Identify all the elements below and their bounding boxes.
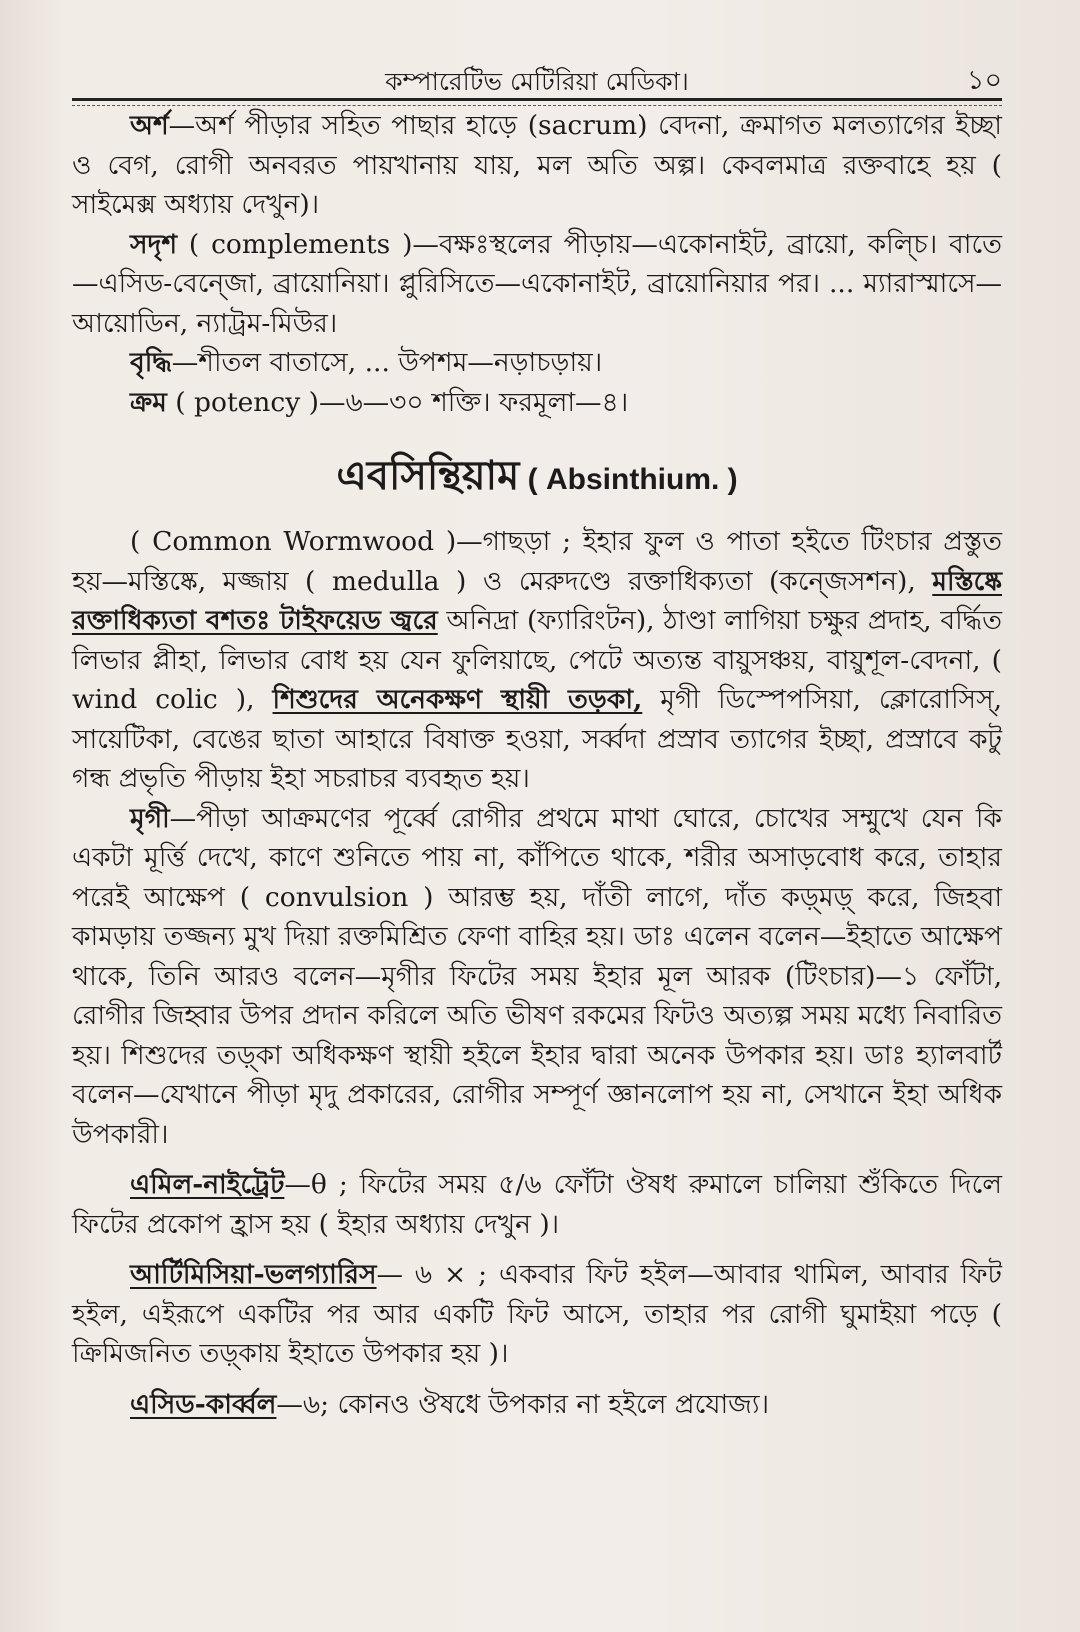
term-carbol: এসিড-কার্ব্বল [130,1388,277,1420]
text-mrigi: —পীড়া আক্রমণের পূর্ব্বে রোগীর প্রথমে মাথা ঘোরে, চোখের সম্মুখে যেন কি একটা মূর্ত্তি দেখে, কাণে শুনিতে পায় না, কাঁপিতে থাকে, শরীর অসাড়বোধ করে, তাহার পরেই আক্ষেপ ( convulsion ) আরম্ভ হয়, দাঁতী লাগে, দাঁত কড়্মড়্ করে, জিহবা কামড়ায় তজ্জন্য মুখ দিয়া রক্তমিশ্রিত ফেণা বাহির হয়। ডাঃ এলেন বলেন—ইহাতে আক্ষেপ থাকে, তিনি আরও বলেন—মৃগীর ফিটের সময় ইহার মূল আরক (টিংচার)—১ ফোঁটা, রোগীর জিহ্বার উপর প্রদান করিলে অতি ভীষণ রকমের ফিটও অত্যল্প সময় মধ্যে নিবারিত হয়। শিশুদের তড়্কা অধিকক্ষণ স্থায়ী হইলে ইহার দ্বারা অনেক উপকার হয়। ডাঃ হ্যালবার্ট বলেন—যেখানে পীড়া মৃদু প্রকারের, রোগীর সম্পূর্ণ জ্ঞানলোপ হয় না, সেখানে ইহা অধিক উপকারী। [72,802,1002,1150]
term-krom: ক্রম [130,386,167,418]
term-arsha: অর্শ [130,110,169,141]
text-amyl: —θ ; ফিটের সময় ৫/৬ ফোঁটা ঔষধ রুমালে চালিয়া শুঁকিতে দিলে ফিটের প্রকোপ হ্রাস হয় ( ইহার অধ্যায় দেখুন )। [72,1169,1002,1240]
page-number: ১০ [966,65,1002,96]
paragraph-briddhi [72,343,1002,383]
paragraph-amyl [72,1165,1002,1244]
term-sadrish: সদৃশ [130,228,178,260]
term-amyl: এমিল-নাইট্রেট [130,1169,285,1200]
text-artemisia: — ৬ × ; একবার ফিট হইল—আবার থামিল, আবার ফিট হইল, এইরূপে একটির পর আর একটি ফিট আসে, তাহার পর রোগী ঘুমাইয়া পড়ে ( ক্রিমিজনিত তড়্কায় ইহাতে উপকার হয় )। [72,1259,1002,1369]
heading-latin: ( Absinthium. ) [519,463,738,496]
paragraph-krom [72,383,1002,423]
intro-underlined-2: শিশুদের অনেকক্ষণ স্থায়ী তড়কা, [272,684,643,715]
running-header [72,52,1002,96]
text-briddhi: —শীতল বাতাসে, ... উপশম—নড়াচড়ায়। [171,347,603,378]
text-arsha: —অর্শ পীড়ার সহিত পাছার হাড়ে (sacrum) বেদনা, ক্রমাগত মলত্যাগের ইচ্ছা ও বেগ, রোগী অনবরত পায়খানায় যায়, মল অতি অল্প। কেবলমাত্র রক্তবাহে হয় ( সাইমেক্স অধ্যায় দেখুন)। [72,110,1002,220]
term-artemisia: আর্টিমিসিয়া-ভলগ্যারিস [130,1259,377,1290]
paragraph-mrigi [72,799,1002,1155]
spacer [72,1244,1002,1255]
paragraph-sadrish [72,225,1002,344]
text-krom: ( potency )—৬—৩০ শক্তি। ফরমূলা—৪। [166,386,629,418]
intro-text-b: অনিদ্রা (ফ্যারিংটন), ঠাণ্ডা লাগিয়া চক্ষুর প্রদাহ, বর্দ্ধিত লিভার প্লীহা, লিভার বোধ হয় যেন ফুলিয়াছে, পেটে অত্যন্ত বায়ুসঞ্চয়, বায়ুশূল-বেদনা, ( wind colic ), [72,605,1002,715]
intro-text-c: মৃগী ডিস্পেপসিয়া, ক্লোরোসিস্, সায়েটিকা, বেঙের ছাতা আহারে বিষাক্ত হওয়া, সর্ব্বদা প্রস্রাব ত্যাগের ইচ্ছা, প্রস্রাবে কটু গন্ধ প্রভৃতি পীড়ায় ইহা সচরাচর ব্যবহৃত হয়। [72,684,1002,794]
text-carbol: —৬; কোনও ঔষধে উপকার না হইলে প্রযোজ্য। [276,1388,770,1420]
term-briddhi: বৃদ্ধি [130,347,172,378]
text-sadrish: ( complements )—বক্ষঃস্থলের পীড়ায়—একোনাইট, ব্রায়ো, কল্চি। বাতে—এসিড-বেন্জো, ব্রায়োনিয়া। প্লুরিসিতে—একোনাইট, ব্রায়োনিয়ার পর। ... ম্যারাস্মাসে—আয়োডিন, ন্যাট্রম-মিউর। [72,228,1002,339]
paragraph-artemisia [72,1255,1002,1374]
paragraph-intro [72,522,1002,799]
heading-bengali: এবসিন্থিয়াম [336,452,520,499]
intro-underlined-1: মস্তিষ্কে রক্তাধিক্যতা বশতঃ টাইফয়েড জ্বরে [72,565,1002,636]
term-mrigi: মৃগী [130,802,170,834]
paragraph-arsha [72,106,1002,225]
spacer [72,1154,1002,1165]
remedy-heading [72,452,1002,504]
header-title: কম্পারেটিভ মেটিরিয়া মেডিকা। [385,67,689,96]
paragraph-carbol [72,1385,1002,1425]
intro-text-a: ( Common Wormwood )—গাছড়া ; ইহার ফুল ও পাতা হইতে টিংচার প্রস্তুত হয়—মস্তিষ্কে, মজ্জায় ( medulla ) ও মেরুদণ্ডে রক্তাধিক্যতা (কন্জেসশন), [72,526,1002,597]
spacer [72,1374,1002,1385]
page-body [72,106,1002,1424]
